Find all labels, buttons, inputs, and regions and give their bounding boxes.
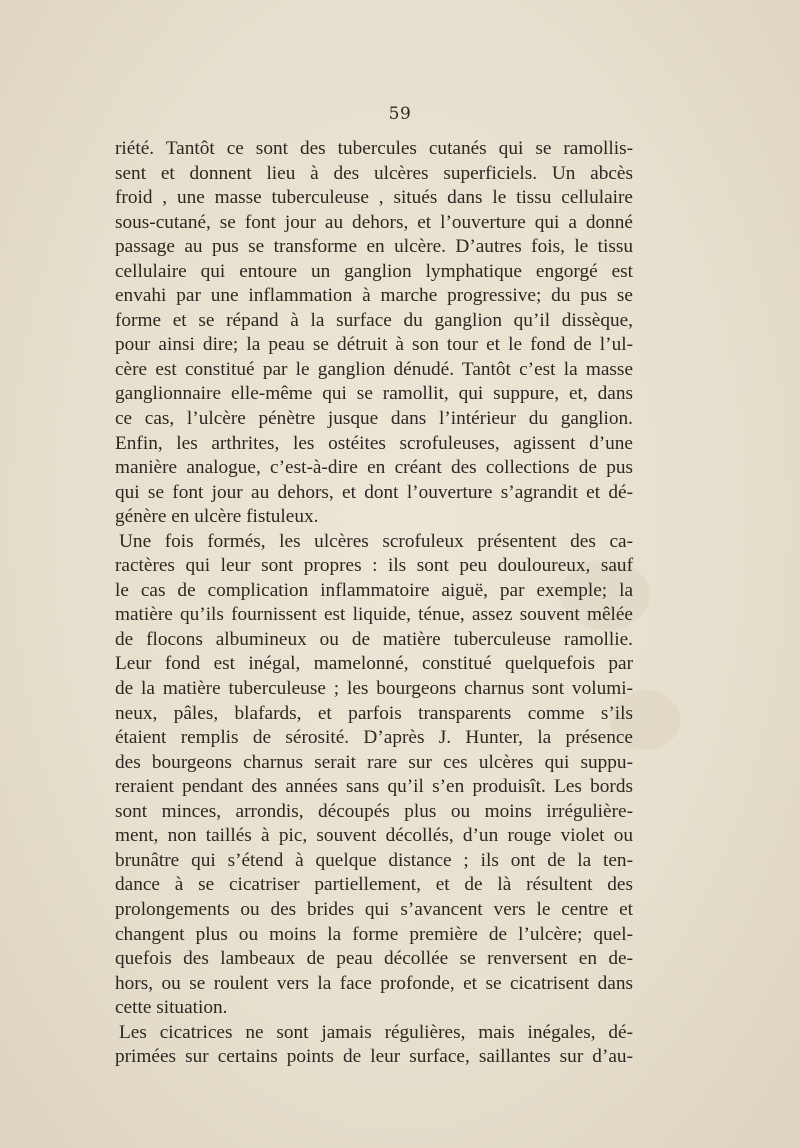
text-line: Enfin, les arthrites, les ostéites scrofuleuses, agissent d’une <box>115 432 633 454</box>
text-line: pour ainsi dire; la peau se détruit à son tour et le fond de l’ul- <box>115 334 633 356</box>
text-line: génère en ulcère fistuleux. <box>115 506 319 528</box>
text-line: primées sur certains points de leur surface, saillantes sur d’au- <box>115 1046 633 1068</box>
text-line: de flocons albumineux ou de matière tuberculeuse ramollie. <box>115 628 633 650</box>
text-line: brunâtre qui s’étend à quelque distance ; ils ont de la ten- <box>115 849 633 871</box>
text-line: étaient remplis de sérosité. D’après J. Hunter, la présence <box>115 727 633 749</box>
text-line: forme et se répand à la surface du ganglion qu’il dissèque, <box>115 309 633 331</box>
text-line: changent plus ou moins la forme première de l’ulcère; quel- <box>115 923 633 945</box>
text-line: froid , une masse tuberculeuse , situés dans le tissu cellulaire <box>115 187 633 209</box>
text-line: cette situation. <box>115 997 228 1019</box>
text-line: neux, pâles, blafards, et parfois transparents comme s’ils <box>115 702 633 724</box>
text-line: matière qu’ils fournissent est liquide, ténue, assez souvent mêlée <box>115 604 633 626</box>
text-line: qui se font jour au dehors, et dont l’ouverture s’agrandit et dé- <box>115 481 633 503</box>
text-line: ment, non taillés à pic, souvent décollés, d’un rouge violet ou <box>115 825 633 847</box>
text-line: dance à se cicatriser partiellement, et de là résultent des <box>115 874 633 896</box>
text-line: reraient pendant des années sans qu’il s’en produisît. Les bords <box>115 776 633 798</box>
text-line: quefois des lambeaux de peau décollée se renversent en de- <box>115 948 633 970</box>
text-line: de la matière tuberculeuse ; les bourgeons charnus sont volumi- <box>115 678 633 700</box>
text-line: ce cas, l’ulcère pénètre jusque dans l’intérieur du ganglion. <box>115 408 633 430</box>
page-number: 59 <box>388 104 412 124</box>
text-line: sont minces, arrondis, découpés plus ou moins irrégulière- <box>115 800 633 822</box>
text-line: sent et donnent lieu à des ulcères superficiels. Un abcès <box>115 162 633 184</box>
text-line: prolongements ou des brides qui s’avancent vers le centre et <box>115 898 633 920</box>
body-text <box>115 137 633 1070</box>
text-line: Une fois formés, les ulcères scrofuleux présentent des ca- <box>119 530 633 552</box>
text-line: ganglionnaire elle-même qui se ramollit, qui suppure, et, dans <box>115 383 633 405</box>
text-line: Leur fond est inégal, mamelonné, constitué quelquefois par <box>115 653 633 675</box>
text-line: ractères qui leur sont propres : ils sont peu douloureux, sauf <box>115 555 633 577</box>
text-line: cellulaire qui entoure un ganglion lymphatique engorgé est <box>115 260 633 282</box>
text-line: manière analogue, c’est-à-dire en créant des collections de pus <box>115 457 633 479</box>
text-line: cère est constitué par le ganglion dénudé. Tantôt c’est la masse <box>115 358 633 380</box>
text-line: des bourgeons charnus serait rare sur ces ulcères qui suppu- <box>115 751 633 773</box>
text-line: hors, ou se roulent vers la face profonde, et se cicatrisent dans <box>115 972 633 994</box>
text-line: passage au pus se transforme en ulcère. D’autres fois, le tissu <box>115 236 633 258</box>
text-line: sous-cutané, se font jour au dehors, et l’ouverture qui a donné <box>115 211 633 233</box>
text-line: le cas de complication inflammatoire aiguë, par exemple; la <box>115 579 633 601</box>
text-line: riété. Tantôt ce sont des tubercules cutanés qui se ramollis- <box>115 138 633 159</box>
text-line: envahi par une inflammation à marche progressive; du pus se <box>115 285 633 307</box>
text-line: Les cicatrices ne sont jamais régulières, mais inégales, dé- <box>119 1021 633 1043</box>
